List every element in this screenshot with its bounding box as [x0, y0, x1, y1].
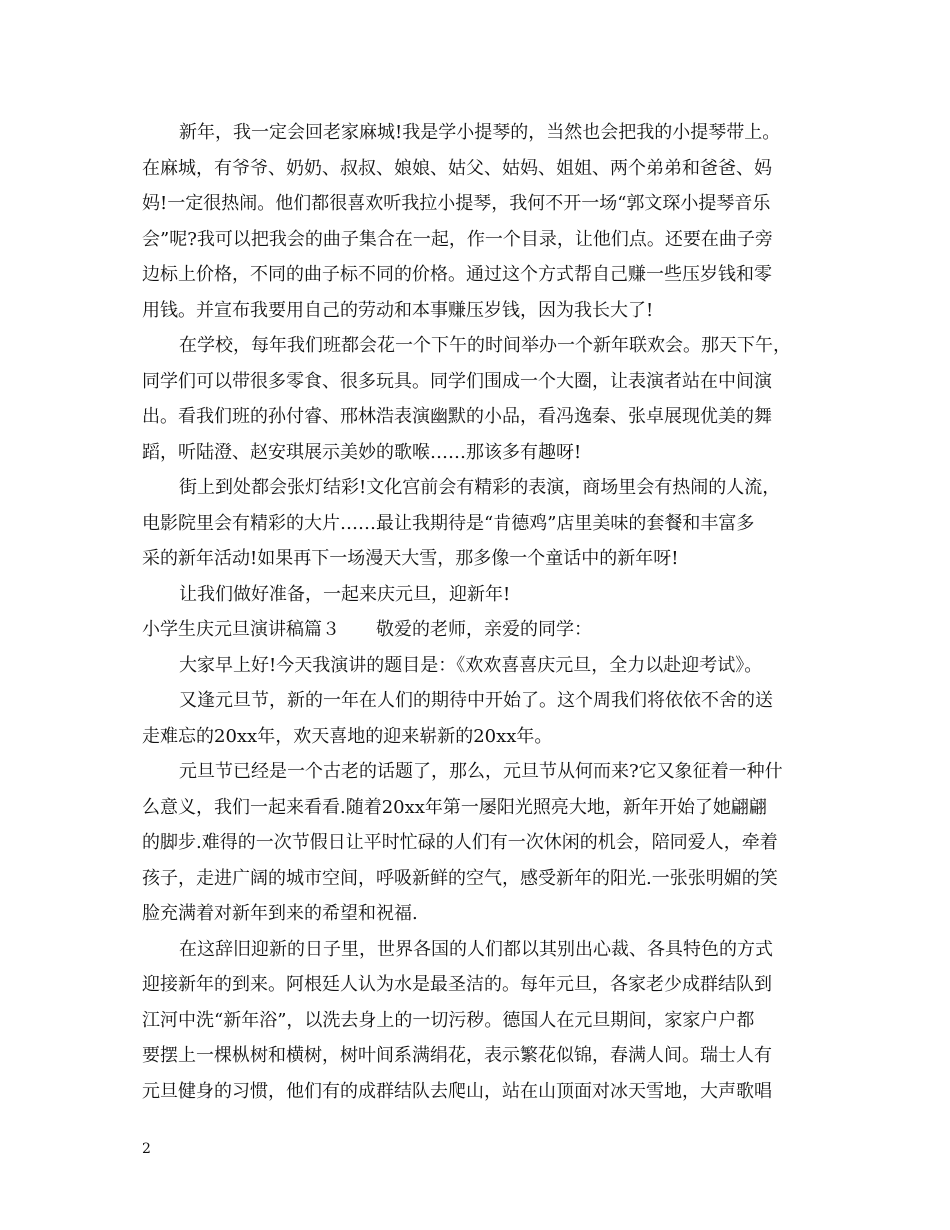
text-line: 元旦健身的习惯，他们有的成群结队去爬山，站在山顶面对冰天雪地，大声歌唱 — [142, 1081, 772, 1102]
text-line: 走难忘的20xx年，欢天喜地的迎来崭新的20xx年。 — [142, 726, 553, 747]
text-line: 新年，我一定会回老家麻城!我是学小提琴的，当然也会把我的小提琴带上。 — [179, 122, 781, 143]
text-line: 元旦节已经是一个古老的话题了，那么，元旦节从何而来?它又象征着一种什 — [179, 761, 783, 782]
text-line: 又逢元旦节，新的一年在人们的期待中开始了。这个周我们将依依不舍的送 — [179, 690, 773, 711]
text-line: 大家早上好!今天我演讲的题目是：《欢欢喜喜庆元旦，全力以赴迎考试》。 — [179, 655, 763, 676]
section-heading-line: 小学生庆元旦演讲稿篇３ 敬爱的老师，亲爱的同学： — [142, 619, 592, 640]
text-line: 让我们做好准备，一起来庆元旦，迎新年! — [179, 584, 511, 605]
text-line: 在麻城，有爷爷、奶奶、叔叔、娘娘、姑父、姑妈、姐姐、两个弟弟和爸爸、妈 — [142, 158, 772, 179]
text-line: 的脚步.难得的一次节假日让平时忙碌的人们有一次休闲的机会，陪同爱人，牵着 — [142, 832, 778, 853]
text-line: 脸充满着对新年到来的希望和祝福. — [142, 903, 418, 924]
text-line: 迎接新年的到来。阿根廷人认为水是最圣洁的。每年元旦，各家老少成群结队到 — [142, 974, 772, 995]
text-line: 会”呢?我可以把我会的曲子集合在一起，作一个目录，让他们点。还要在曲子旁 — [142, 229, 773, 250]
text-line: 在这辞旧迎新的日子里，世界各国的人们都以其别出心裁、各具特色的方式 — [179, 939, 773, 960]
text-line: 同学们可以带很多零食、很多玩具。同学们围成一个大圈，让表演者站在中间演 — [142, 371, 772, 392]
text-line: 边标上价格，不同的曲子标不同的价格。通过这个方式帮自己赚一些压岁钱和零 — [142, 264, 772, 285]
text-line: 妈!一定很热闹。他们都很喜欢听我拉小提琴，我何不开一场“郭文琛小提琴音乐 — [142, 193, 771, 214]
text-line: 在学校，每年我们班都会花一个下午的时间举办一个新年联欢会。那天下午， — [179, 335, 791, 356]
text-line: 用钱。并宣布我要用自己的劳动和本事赚压岁钱，因为我长大了! — [142, 300, 654, 321]
text-line: 蹈，听陆澄、赵安琪展示美妙的歌喉……那该多有趣呀! — [142, 442, 582, 463]
text-line: 江河中洗“新年浴”，以洗去身上的一切污秽。德国人在元旦期间，家家户户都 — [142, 1010, 755, 1031]
text-line: 电影院里会有精彩的大片……最让我期待是“肯德鸡”店里美味的套餐和丰富多 — [142, 513, 755, 534]
text-line: 采的新年活动!如果再下一场漫天大雪，那多像一个童话中的新年呀! — [142, 548, 679, 569]
text-line: 街上到处都会张灯结彩!文化宫前会有精彩的表演，商场里会有热闹的人流， — [179, 477, 781, 498]
text-line: 出。看我们班的孙付睿、邢林浩表演幽默的小品，看冯逸秦、张卓展现优美的舞 — [142, 406, 772, 427]
page-number: 2 — [142, 1141, 151, 1157]
text-line: 么意义，我们一起来看看.随着20xx年第一屡阳光照亮大地，新年开始了她翩翩 — [142, 797, 767, 818]
text-line: 要摆上一棵枞树和横树，树叶间系满绢花，表示繁花似锦，春满人间。瑞士人有 — [142, 1045, 772, 1066]
text-line: 孩子，走进广阔的城市空间，呼吸新鲜的空气，感受新年的阳光.一张张明媚的笑 — [142, 868, 778, 889]
